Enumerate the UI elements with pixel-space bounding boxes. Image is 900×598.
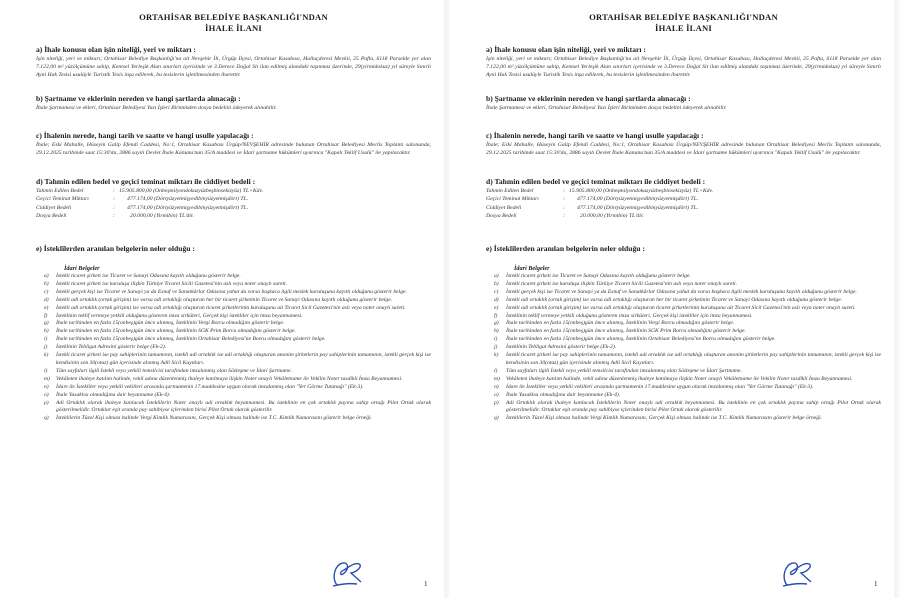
list-item-text: İsteklinin teklif vermeye yetkili olduğunu gösteren imza sirküleri, Gerçek kişi istekliler için imza beyannamesi.	[56, 312, 303, 319]
cost-label: Dosya Bedeli	[486, 212, 517, 219]
document-list	[486, 273, 881, 423]
list-item-text: İstekli adi ortaklık (ortak girişim) ise varsa adi ortaklığı oluşturan her bir ticaret şirketinin Ticaret ve Sanayi Odasına kayıtlı olduğunu gösterir belge.	[506, 296, 843, 303]
colon: :	[563, 188, 565, 195]
section-a-heading: a) İhale konusu olan işin niteliği, yeri ve miktarı :	[36, 45, 196, 54]
colon: :	[563, 212, 565, 219]
cost-label: Tahmin Edilen Bedel	[486, 188, 534, 195]
list-item-letter: j)	[44, 344, 48, 351]
list-item	[494, 273, 881, 281]
list-item	[494, 415, 881, 423]
list-item	[44, 376, 431, 384]
list-item-letter: f)	[494, 312, 498, 319]
cost-label: Ciddiyet Bedeli	[36, 204, 72, 211]
list-item	[44, 415, 431, 423]
list-item-letter: k)	[44, 352, 49, 359]
list-item	[44, 305, 431, 313]
list-item-letter: o)	[494, 391, 499, 398]
list-item	[494, 384, 881, 392]
colon: :	[113, 188, 115, 195]
cost-value: 477.174,00 (Dörtyüzyetmişyedibinyüzyetmişdört) TL.	[577, 204, 699, 211]
document-title-line1: ORTAHİSAR BELEDİYE BAŞKANLIĞI'NDAN	[589, 12, 778, 22]
section-b-text: İhale Şartnamesi ve ekleri, Ortahisar Belediyesi Yazı İşleri Biriminden dosya bedelini ödeyerek alınabilir.	[486, 104, 727, 111]
list-item-text: İstekli adi ortaklık (ortak girişim) ise varsa adi ortaklığı oluşturan ticaret şirketlerinin kuruluşuna ait Ticaret Sicil Gazetesi'nin aslı veya noter onaylı sureti.	[506, 304, 856, 311]
list-item	[494, 368, 881, 376]
list-item-letter: d)	[44, 296, 49, 303]
list-item-text: Vekâleten ihaleye katılım halinde, vekil adına düzenlenmiş ihaleye katılmaya ilişkin Noter onaylı Vekâletname ile Vekilin Noter tasdikli İmza Beyannamesi.	[56, 375, 403, 382]
page-number: 1	[424, 580, 428, 588]
list-item-letter: a)	[494, 273, 499, 280]
list-item-letter: b)	[494, 280, 499, 287]
colon: :	[113, 212, 115, 219]
section-d-table	[36, 187, 431, 220]
cost-value: 20.000,00 (Yirmibin) TL'dir.	[130, 212, 194, 219]
list-item-letter: q)	[44, 415, 49, 422]
section-e-heading: e) İsteklilerden aranılan belgelerin neler olduğu :	[486, 244, 645, 254]
list-item-letter: h)	[494, 328, 499, 335]
list-item	[494, 344, 881, 352]
colon: :	[563, 196, 565, 203]
cost-label: Tahmin Edilen Bedel	[36, 188, 84, 195]
list-item	[44, 289, 431, 297]
list-item-text: İstekli gerçek kişi ise Ticaret ve Sanayi ya da Esnaf ve Sanatkârlar Odasına yahut da varsa başkaca ilgili meslek kuruluşuna kayıtlı olduğunu gösterir belge.	[56, 288, 407, 295]
list-item	[494, 352, 881, 368]
document-title-line2: İHALE İLANI	[205, 23, 262, 33]
list-item-letter: j)	[494, 344, 498, 351]
list-item	[44, 297, 431, 305]
list-item-text: İstekli ticaret şirketi ise pay sahiplerinin tamamının, istekli adi ortaklık ise adi ortaklığı oluşturan anonim şirketlerin pay sahiplerinin tamamının, istekli gerçek kişi ise kendisinin son 30(otuz) gün içerisinde alınmış Adli Sicil Kayıtları.	[56, 352, 431, 366]
page-content	[486, 12, 881, 423]
list-item	[44, 344, 431, 352]
cost-row	[36, 187, 431, 195]
cost-value: 15.905.800,00 (Onbeşmilyondokuzyüzbeşbinsekizyüz) TL+Kdv.	[119, 188, 264, 195]
list-item-letter: g)	[44, 320, 49, 327]
cost-row	[486, 212, 881, 220]
list-item-text: İstekli ticaret şirketi ise kuruluşa ilişkin Türkiye Ticaret Sicili Gazetesi'nin aslı veya noter onaylı sureti.	[506, 280, 737, 287]
list-item	[494, 336, 881, 344]
cost-value: 477.174,00 (Dörtyüzyetmişyedibinyüzyetmişdört) TL.	[127, 196, 249, 203]
list-item-text: İsteklinin Tebligat Adresini gösterir belge (Ek-2).	[506, 344, 617, 351]
list-item	[44, 392, 431, 400]
cost-label: Geçici Teminat Miktarı	[486, 196, 539, 203]
list-item	[44, 368, 431, 376]
section-a-text: Işin niteliği, yeri ve miktarı; Ortahisar Belediye Başkanlığı'na ait Nevşehir İli, Ürgüp İlçesi, Ortahisar Kasabası, Hallaçderesi Mevkii, 25 Pafta, 6118 Parselde yer alan 7.122,00 m² yüzölçümüne sahip, Kentsel Yerleşik Alan sınırları içerisinde ve 3.Derece Doğal Sit ilan edilmiş alandaki taşınmaz üzerinde, 29(yirmidokuz) yıl süreyle Sınırlı Ayni Hak Tesisi usulüyle Turistik Tesis inşa edilerek, bu tesislerin işletilmesinden ibarettir.	[36, 56, 431, 79]
cost-value: 20.000,00 (Yirmibin) TL'dir.	[580, 212, 644, 219]
list-item	[494, 297, 881, 305]
list-item-letter: e)	[44, 304, 49, 311]
signature-icon	[777, 558, 817, 588]
section-e-heading: e) İsteklilerden aranılan belgelerin neler olduğu :	[36, 244, 195, 254]
list-item-letter: o)	[44, 391, 49, 398]
list-item-text: İdare ile İstekliler veya yetkili vekilleri arasında şartnamenin 17.maddesine uygun olarak imzalanmış olan "Yer Görme Tutanağı" (Ek-3).	[56, 383, 364, 390]
page-content	[36, 12, 431, 423]
list-item-letter: a)	[44, 273, 49, 280]
list-item	[44, 273, 431, 281]
section-a-text: Işin niteliği, yeri ve miktarı; Ortahisar Belediye Başkanlığı'na ait Nevşehir İli, Ürgüp İlçesi, Ortahisar Kasabası, Hallaçderesi Mevkii, 25 Pafta, 6118 Parselde yer alan 7.122,00 m² yüzölçümüne sahip, Kentsel Yerleşik Alan sınırları içerisinde ve 3.Derece Doğal Sit ilan edilmiş alandaki taşınmaz üzerinde, 29(yirmidokuz) yıl süreyle Sınırlı Ayni Hak Tesisi usulüyle Turistik Tesis inşa edilerek, bu tesislerin işletilmesinden ibarettir.	[486, 56, 881, 79]
list-item-letter: l)	[494, 367, 498, 374]
page-edge	[894, 0, 900, 598]
cost-row	[486, 204, 881, 212]
section-b-text: İhale Şartnamesi ve ekleri, Ortahisar Belediyesi Yazı İşleri Biriminden dosya bedelini ödeyerek alınabilir.	[36, 104, 277, 111]
list-item-text: İhale tarihinden en fazla 15(onbeş)gün önce alınmış, İsteklinin Ortahisar Belediyesi'ne Borcu olmadığını gösterir belge.	[56, 336, 326, 343]
list-item-text: İstekli adi ortaklık (ortak girişim) ise varsa adi ortaklığı oluşturan ticaret şirketlerinin kuruluşuna ait Ticaret Sicil Gazetesi'nin aslı veya noter onaylı sureti.	[56, 304, 406, 311]
list-item-text: İsteklilerin Tüzel Kişi olması halinde Vergi Kimlik Numarasını, Gerçek Kişi olması halinde ise T.C. Kimlik Numarasını gösterir belge örneği.	[506, 415, 823, 422]
list-item	[44, 336, 431, 344]
cost-value: 477.174,00 (Dörtyüzyetmişyedibinyüzyetmişdört) TL.	[577, 196, 699, 203]
section-b-heading: b) Şartname ve eklerinin nereden ve hangi şartlarda alınacağı :	[486, 93, 691, 103]
list-item-letter: d)	[494, 296, 499, 303]
list-item-letter: p)	[44, 399, 49, 406]
list-item-letter: e)	[494, 304, 499, 311]
document-list	[36, 273, 431, 423]
list-item	[494, 376, 881, 384]
list-item	[44, 400, 431, 416]
cost-row	[36, 212, 431, 220]
signature-icon	[327, 558, 367, 588]
list-item-letter: c)	[44, 288, 49, 295]
list-item-letter: m)	[494, 375, 500, 382]
list-item-text: İhale tarihinden en fazla 15(onbeş)gün önce alınmış, İsteklinin SGK Prim Borcu olmadığını gösterir belge.	[506, 328, 746, 335]
cost-label: Dosya Bedeli	[36, 212, 67, 219]
list-item-text: İstekli ticaret şirketi ise Ticaret ve Sanayi Odasına kayıtlı olduğunu gösterir belge.	[506, 273, 691, 280]
list-item	[494, 400, 881, 416]
document-page-right	[450, 0, 900, 598]
list-item	[44, 281, 431, 289]
list-item-text: İsteklinin Tebligat Adresini gösterir belge (Ek-2).	[56, 344, 167, 351]
document-title-line2: İHALE İLANI	[655, 23, 712, 33]
list-item	[494, 305, 881, 313]
cost-row	[486, 195, 881, 203]
list-item-letter: m)	[44, 375, 50, 382]
list-item-text: İstekli gerçek kişi ise Ticaret ve Sanayi ya da Esnaf ve Sanatkârlar Odasına yahut da varsa başkaca ilgili meslek kuruluşuna kayıtlı olduğunu gösterir belge.	[506, 288, 857, 295]
list-item-text: Adi Ortaklık olarak ihaleye katılacak İsteklilerin Noter onaylı adi ortaklık beyannamesi. Bu isteklinin en çok ortaklık payına sahip ortağı Pilot Ortak olarak gösterilmelidir. Ortaklar eşit oranda pay sahibiyse içlerinden birisi Pilot Ortak olarak gösterilir.	[506, 399, 881, 414]
list-item	[494, 281, 881, 289]
cost-label: Ciddiyet Bedeli	[486, 204, 522, 211]
list-item-text: İhale tarihinden en fazla 15(onbeş)gün önce alınmış, İsteklinin SGK Prim Borcu olmadığını gösterir belge.	[56, 328, 296, 335]
colon: :	[113, 196, 115, 203]
list-item-letter: g)	[494, 320, 499, 327]
list-item-text: Adi Ortaklık olarak ihaleye katılacak İsteklilerin Noter onaylı adi ortaklık beyannamesi. Bu isteklinin en çok ortaklık payına sahip ortağı Pilot Ortak olarak gösterilmelidir. Ortaklar eşit oranda pay sahibiyse içlerinden birisi Pilot Ortak olarak gösterilir.	[56, 399, 431, 414]
cost-value: 15.905.800,00 (Onbeşmilyondokuzyüzbeşbinsekizyüz) TL+Kdv.	[569, 188, 714, 195]
colon: :	[113, 204, 115, 211]
list-item-text: İstekli adi ortaklık (ortak girişim) ise varsa adi ortaklığı oluşturan her bir ticaret şirketinin Ticaret ve Sanayi Odasına kayıtlı olduğunu gösterir belge.	[56, 296, 393, 303]
section-c-text: İhale; Eski Mahalle, Hüseyin Galip Efendi Caddesi, No:1, Ortahisar Kasabası Ürgüp/NEVŞEHİR adresinde bulunan Ortahisar Belediyesi Meclis Toplantı salonunda, 29.12.2025 tarihinde saat 15:30'da, 2886 sayılı Devlet İhale Kanunu'nun 35/A maddesi ve İdari şartname hükümleri uyarınca "Kapalı Teklif Usulü" ile yapılacaktır.	[486, 141, 881, 157]
list-item-letter: l)	[44, 367, 48, 374]
cost-value: 477.174,00 (Dörtyüzyetmişyedibinyüzyetmişdört) TL.	[127, 204, 249, 211]
list-item-letter: k)	[494, 352, 499, 359]
cost-row	[36, 195, 431, 203]
page-number: 1	[874, 580, 878, 588]
list-item-letter: f)	[44, 312, 48, 319]
list-item-text: Tüm sayfaları ilgili İstekli veya yetkili temsilcisi tarafından imzalanmış olan Sözleşme ve İdari Şartname.	[506, 367, 742, 374]
list-item	[494, 392, 881, 400]
list-item-text: İsteklinin teklif vermeye yetkili olduğunu gösteren imza sirküleri, Gerçek kişi istekliler için imza beyannamesi.	[506, 312, 753, 319]
list-item-text: İhale Yasaklısı olmadığına dair beyanname (Ek-4).	[506, 391, 621, 398]
section-d-heading: d) Tahmin edilen bedel ve geçici teminat miktarı ile ciddiyet bedeli :	[36, 177, 256, 187]
list-item-text: İhale tarihinden en fazla 15(onbeş)gün önce alınmış, İsteklinin Vergi Borcu olmadığını gösterir belge.	[506, 320, 735, 327]
cost-label: Geçici Teminat Miktarı	[36, 196, 89, 203]
list-item	[44, 352, 431, 368]
list-item	[494, 289, 881, 297]
section-d-heading: d) Tahmin edilen bedel ve geçici teminat miktarı ile ciddiyet bedeli :	[486, 177, 706, 187]
cost-row	[486, 187, 881, 195]
list-item-text: Vekâleten ihaleye katılım halinde, vekil adına düzenlenmiş ihaleye katılmaya ilişkin Noter onaylı Vekâletname ile Vekilin Noter tasdikli İmza Beyannamesi.	[506, 375, 853, 382]
list-item-text: İhale tarihinden en fazla 15(onbeş)gün önce alınmış, İsteklinin Ortahisar Belediyesi'ne Borcu olmadığını gösterir belge.	[506, 336, 776, 343]
section-d-table	[486, 187, 881, 220]
list-item-letter: b)	[44, 280, 49, 287]
list-item-text: İsteklilerin Tüzel Kişi olması halinde Vergi Kimlik Numarasını, Gerçek Kişi olması halinde ise T.C. Kimlik Numarasını gösterir belge örneği.	[56, 415, 373, 422]
colon: :	[563, 204, 565, 211]
list-item-text: İhale tarihinden en fazla 15(onbeş)gün önce alınmış, İsteklinin Vergi Borcu olmadığını gösterir belge.	[56, 320, 285, 327]
list-item-letter: i)	[44, 336, 48, 343]
list-item-letter: n)	[44, 383, 49, 390]
section-c-text: İhale; Eski Mahalle, Hüseyin Galip Efendi Caddesi, No:1, Ortahisar Kasabası Ürgüp/NEVŞEHİR adresinde bulunan Ortahisar Belediyesi Meclis Toplantı salonunda, 29.12.2025 tarihinde saat 15:30'da, 2886 sayılı Devlet İhale Kanunu'nun 35/A maddesi ve İdari şartname hükümleri uyarınca "Kapalı Teklif Usulü" ile yapılacaktır.	[36, 141, 431, 157]
section-e-subheading: İdari Belgeler	[514, 265, 550, 273]
section-a-heading: a) İhale konusu olan işin niteliği, yeri ve miktarı :	[486, 45, 646, 54]
list-item-text: İhale Yasaklısı olmadığına dair beyanname (Ek-4).	[56, 391, 171, 398]
section-e-subheading: İdari Belgeler	[64, 265, 100, 273]
list-item-text: İdare ile İstekliler veya yetkili vekilleri arasında şartnamenin 17.maddesine uygun olarak imzalanmış olan "Yer Görme Tutanağı" (Ek-3).	[506, 383, 814, 390]
cost-row	[36, 204, 431, 212]
list-item	[44, 384, 431, 392]
list-item-letter: p)	[494, 399, 499, 406]
list-item-letter: h)	[44, 328, 49, 335]
list-item-text: İstekli ticaret şirketi ise kuruluşa ilişkin Türkiye Ticaret Sicili Gazetesi'nin aslı veya noter onaylı sureti.	[56, 280, 287, 287]
section-b-heading: b) Şartname ve eklerinin nereden ve hangi şartlarda alınacağı :	[36, 93, 241, 103]
list-item-letter: i)	[494, 336, 498, 343]
list-item-text: Tüm sayfaları ilgili İstekli veya yetkili temsilcisi tarafından imzalanmış olan Sözleşme ve İdari Şartname.	[56, 367, 292, 374]
list-item-letter: n)	[494, 383, 499, 390]
section-c-heading: c) İhalenin nerede, hangi tarih ve saatte ve hangi usulle yapılacağı :	[36, 130, 254, 140]
document-title-line1: ORTAHİSAR BELEDİYE BAŞKANLIĞI'NDAN	[139, 12, 328, 22]
list-item-text: İstekli ticaret şirketi ise pay sahiplerinin tamamının, istekli adi ortaklık ise adi ortaklığı oluşturan anonim şirketlerin pay sahiplerinin tamamının, istekli gerçek kişi ise kendisinin son 30(otuz) gün içerisinde alınmış Adli Sicil Kayıtları.	[506, 352, 881, 366]
section-c-heading: c) İhalenin nerede, hangi tarih ve saatte ve hangi usulle yapılacağı :	[486, 130, 704, 140]
list-item-text: İstekli ticaret şirketi ise Ticaret ve Sanayi Odasına kayıtlı olduğunu gösterir belge.	[56, 273, 241, 280]
list-item-letter: c)	[494, 288, 499, 295]
list-item-letter: q)	[494, 415, 499, 422]
